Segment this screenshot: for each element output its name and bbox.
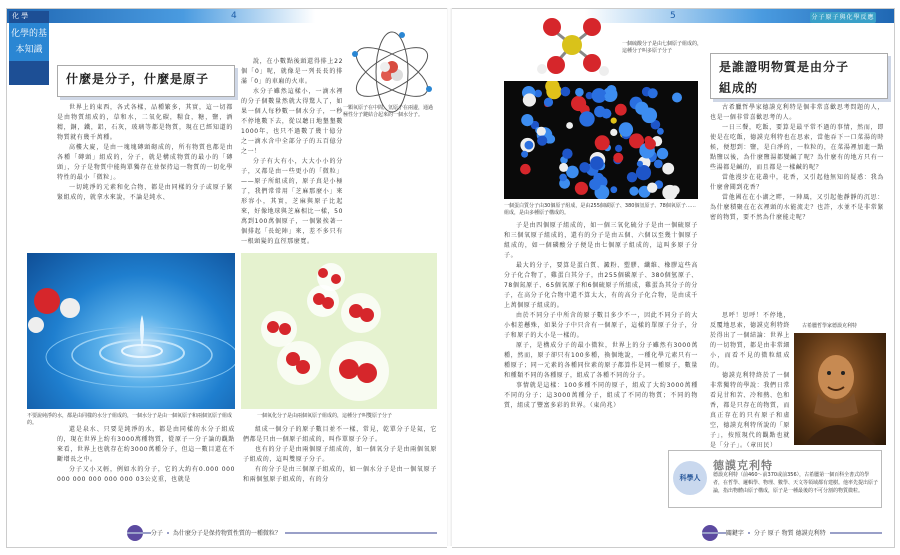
atom-sphere bbox=[610, 129, 617, 136]
paragraph: 組成一個分子的原子數目並不一樣，常見，乾單分子是氦，它們都是只由一個原子組成的，叫作單原子分子。 bbox=[243, 426, 437, 443]
atom-illustration bbox=[347, 27, 437, 117]
paragraph: 當他漫步在花叢中，花香，又引起他無知的疑惑：我為什麼會聞到花香？ bbox=[710, 174, 884, 191]
left-column-4 bbox=[243, 425, 437, 485]
atom-sphere bbox=[657, 128, 664, 135]
molecules-caption: 一個氧化分子是由兩個氧原子組成的，這種分子叫雙原子分子 bbox=[257, 413, 393, 419]
atom-sphere bbox=[611, 118, 617, 124]
atom-sphere bbox=[561, 87, 571, 97]
atom-sphere bbox=[521, 151, 528, 158]
atom-sphere bbox=[575, 88, 584, 97]
footer-question: 為什麼分子是保持物質性質的一種微粒？ bbox=[169, 530, 285, 537]
atom-sphere bbox=[654, 160, 663, 169]
page-number-left: 4 bbox=[231, 11, 237, 21]
atom-sphere bbox=[662, 163, 674, 175]
atom-sphere bbox=[544, 98, 553, 107]
atom-sphere bbox=[534, 90, 542, 98]
footer-badge-label: 分子 bbox=[151, 530, 167, 537]
left-page-title bbox=[57, 65, 235, 97]
atom-sphere bbox=[575, 182, 588, 195]
atom-sphere bbox=[525, 141, 534, 150]
right-page bbox=[452, 8, 895, 548]
atom-sphere bbox=[546, 135, 555, 144]
scientist-profile-box bbox=[668, 450, 882, 508]
atom-sphere bbox=[566, 122, 573, 129]
right-title-line-1: 是誰證明物質是由分子 bbox=[719, 60, 850, 74]
atom-sphere bbox=[613, 153, 623, 163]
paragraph: 有的分子是由三個原子組成的，如一個水分子是由一個氧原子和兩個氫原子組成的，有的分 bbox=[243, 466, 437, 483]
paragraph: 分子有大有小，大大小小的分子，又都是由一些更小的「微粒」——原子所組成的，原子真是小極了，我們常常用「芝麻那麼小」來形容小，其實，芝麻與原子比起來，好像地球與芝麻相比一樣，50萬到100萬個原子，一個緊挨著一個排起「長蛇陣」來，差不多只有一根頭髮的直徑那麼寬。 bbox=[241, 158, 343, 245]
paragraph: 由於不同分子中所含的原子數目多少不一，因此不同分子的大小相差懸殊，如果分子中只含有一個原子，這樣的單原子分子，分子和原子的大小是一樣的。 bbox=[504, 312, 698, 339]
paragraph: 原子，是構成分子的最小微粒，世界上的分子雖然有3000萬種，然而，原子卻只有100多種，換個地說，一種化學元素只有一種原子；同一元素的各種同位素的原子都算作是同一種原子，數量和種類不同的各種原子，組成了各種不同的分子。 bbox=[504, 342, 698, 379]
atom-sphere bbox=[523, 93, 536, 106]
water-drop-photo bbox=[27, 253, 235, 409]
keyword-list: 分子 原子 物質 德謨克利特 bbox=[750, 530, 830, 537]
paragraph: 高樓大廈，是由一塊塊磚頭砌成的，所有物質也都是由各種「磚頭」組成的，分子，就是構成物質的最小的「磚頭」，分子是物質中能夠單獨存在並保持這一物質的一切化學特性的最小「微粒」。 bbox=[57, 144, 233, 181]
atom-sphere bbox=[589, 179, 601, 191]
scientist-name: 德謨克利特 bbox=[713, 459, 773, 472]
atom-sphere bbox=[562, 149, 572, 159]
atom-sphere bbox=[615, 145, 622, 152]
section-banner: 分子原子與化學反應 bbox=[811, 14, 875, 21]
sulfuric-acid-molecule bbox=[534, 11, 612, 79]
atom-caption: 一顆氧原子在中間，氫原子在兩邊，通過極性分子鍵結合起來的一個水分子。 bbox=[343, 105, 434, 118]
protein-atoms bbox=[504, 81, 698, 199]
paragraph: 思呼！思呼！不停地，反覆地思索，德謨克利特終於得出了一個結論：世界上的一切物質，都是由非常細小，而看不見的微粒組成的。 bbox=[710, 312, 790, 369]
atom-sphere bbox=[579, 162, 590, 173]
right-column-2 bbox=[710, 103, 884, 223]
paragraph: 古希臘哲學家德謨克利特是個非常喜歡思考問題的人，也是一個非常喜歡思考的人。 bbox=[710, 104, 884, 121]
atom-sphere bbox=[647, 183, 657, 193]
atom-sphere bbox=[636, 165, 651, 180]
atom-sphere bbox=[645, 138, 656, 149]
right-title-line-2: 組成的 bbox=[719, 81, 759, 95]
protein-caption: 一個蛋白質分子由30個原子組成，是由255個碳原子、380個氫原子、78個氧原子……組成，是由多種原子構成的。 bbox=[504, 203, 696, 216]
atom-sphere bbox=[637, 161, 643, 167]
atom-sphere bbox=[670, 185, 680, 195]
molecule-bubbles bbox=[241, 253, 437, 409]
atom-sphere bbox=[579, 111, 594, 126]
paragraph: 子是由四個原子組成的，如一個三氧化硫分子是由一個硫原子和三個氧原子組成的，還有的分子是由五個、六個以至幾十個原子組成的，如一個磷酸分子便是由七個原子組成的，這叫多原子分子。 bbox=[504, 222, 698, 259]
paragraph: 一切純淨的元素和化合物，都是由同樣的分子或原子緊緊組成的，就拿水來說，不論是純水、 bbox=[57, 184, 233, 201]
atom-sphere bbox=[610, 186, 617, 193]
water-ripples bbox=[27, 253, 235, 409]
paragraph: 當他國在在小湖之畔，一陣風，又引起他靜靜的沉思：為什麼積聚在在衣裡頭的水能流走？也許，水並不是非常緊密的物質，要不然為什麼能走呢？ bbox=[710, 194, 884, 221]
atom-sphere bbox=[672, 93, 682, 103]
paragraph: 最大的分子，要算是蛋白質、澱粉、塑膠、纖維、橡膠這些高分子化合物了，雞蛋白其分子，由255個碳原子、380個氫原子、78個氮原子、65個氧原子和6個硫原子所組成，雞蛋為其分子的分子，在高分子化合物中還不算太大，有的高分子化合物，是由成千上萬個原子組成的。 bbox=[504, 262, 698, 309]
atom-sphere bbox=[601, 109, 611, 119]
scientist-description: 德謨克利特（前460～前370或前356），古希臘第一個百科全書式的學者，在哲學、邏輯學、物理、數學、天文等領域都有建樹。他率先提出原子論，指出物體由原子構成，原子是一種最後的不可分割的物質微粒。 bbox=[713, 472, 879, 494]
atom-sphere bbox=[629, 187, 638, 196]
atom-sphere bbox=[619, 122, 633, 136]
page-number-right: 5 bbox=[670, 11, 676, 21]
chapter-tab-label: 化學的基本知識 bbox=[9, 23, 49, 61]
sulfuric-caption: 一個硫酸分子是由七個原子組成的，這種分子叫多原子分子 bbox=[622, 41, 703, 54]
paragraph: 還是泉水、只要是純淨的水，都是由同樣的水分子組成的，現在世界上約有3000萬種物質，從原子一分子論的觀點來看，世界上也就存在約3000萬種分子，但這一數目還在不斷增長之中。 bbox=[57, 426, 235, 463]
scientist-badge: 科學人 bbox=[673, 461, 707, 495]
paragraph: 水分子雖然這樣小，一滴水裡的分子個數量然就大得驚人了，如果一個人每秒數一個水分子，一秒不停地數下去，從以聽日地墾墾數1000年，也只不過數了幾十億分之一滴水含中全部分子的五百億分之一！ bbox=[241, 88, 343, 155]
democritus-portrait bbox=[794, 333, 886, 445]
left-page bbox=[6, 8, 447, 548]
atom-sphere bbox=[537, 136, 547, 146]
atom-sphere bbox=[590, 156, 604, 170]
paragraph: 分子又小又輕，例如水的分子，它的大約有0.000 000 000 000 000 000 000 03公克重，也就是 bbox=[57, 466, 235, 483]
right-column-3 bbox=[710, 311, 790, 451]
atom-sphere bbox=[571, 96, 586, 111]
atom-sphere bbox=[521, 114, 533, 126]
left-footer bbox=[127, 525, 437, 541]
left-column-1 bbox=[57, 103, 233, 203]
paragraph: 說，在小數點後頭還得排上22個「0」呢，就像是一列長長的排滿「0」的車廂的火車。 bbox=[241, 58, 343, 85]
paragraph: 一日三餐，吃飯，要算是最平常不過的事情，然而，即使是在吃飯，德謨克利特也在思索，當他吞下一口菜湯的時候，便想到：鹽，是白淨的，一粒粒的，在菜湯裡加進一點點鹽以後，為什麼鹽湯都變鹹了呢？為什麼有的地方只有一些湯都是鹹的，而且都是一樣鹹的呢？ bbox=[710, 124, 884, 171]
left-header-bar bbox=[7, 9, 447, 23]
atom-sphere bbox=[520, 164, 531, 175]
atom-sphere bbox=[648, 88, 658, 98]
right-column-1 bbox=[504, 221, 698, 411]
atom-sphere bbox=[596, 143, 602, 149]
atom-sphere bbox=[615, 104, 627, 116]
paragraph: 也有的分子是由兩個原子組成的，如一個氧分子是由兩個氧原子組成的，這叫雙原子分子。 bbox=[243, 446, 437, 463]
paragraph: 世界上的東西，各式各樣，品種繁多，其實，這一切都是由物質組成的，草和水，二氧化碳，糧食，糖，鹽，酒精，銅，鐵，鋁，石灰，玻璃等都是物質，現在已經知道的物質就有幾千萬種。 bbox=[57, 104, 233, 141]
left-title-text: 什麼是分子，什麼是原子 bbox=[66, 72, 210, 86]
right-footer bbox=[702, 525, 882, 541]
atom-sphere bbox=[559, 163, 568, 172]
atom-sphere bbox=[627, 172, 637, 182]
chapter-tab[interactable] bbox=[9, 11, 49, 85]
protein-molecule-photo bbox=[504, 81, 698, 199]
atom-sphere bbox=[592, 88, 607, 103]
left-column-3 bbox=[57, 425, 235, 485]
atom-sphere bbox=[635, 102, 648, 115]
right-page-title bbox=[710, 53, 888, 99]
chapter-small-label: 化 學 bbox=[12, 12, 29, 20]
paragraph: 德謨克利特終於了一個非常獨特的學說：我們日常看見甘和苦、冷和熱、色和香，都是只存在的物質，而真正存在的只有原子和虛空，德謨克利特所說的「原子」，按照現代的觀點也就是「分子」。（章田民） bbox=[710, 372, 790, 449]
atom-sphere bbox=[657, 148, 668, 159]
keyword-badge-label: 關鍵字 bbox=[726, 530, 748, 537]
paragraph: 事情就是這樣：100多種不同的原子，組成了大約3000萬種不同的分子；這3000萬種分子，組成了不同的物質；不同的物質，組成了豐富多彩的世界。（東尚兆） bbox=[504, 382, 698, 409]
portrait-figure bbox=[794, 333, 886, 445]
portrait-caption: 古希臘哲學家德謨克利特 bbox=[802, 323, 858, 329]
left-column-2 bbox=[241, 57, 343, 247]
water-caption: 不要說純淨的水，都是由同樣的水分子組成的，一個水分子是由一個氧原子和兩個氫原子組成的。 bbox=[27, 413, 233, 426]
atom-sphere bbox=[537, 127, 546, 136]
atom-sphere bbox=[605, 93, 611, 99]
molecules-illustration bbox=[241, 253, 437, 409]
atom-sphere bbox=[559, 174, 567, 182]
